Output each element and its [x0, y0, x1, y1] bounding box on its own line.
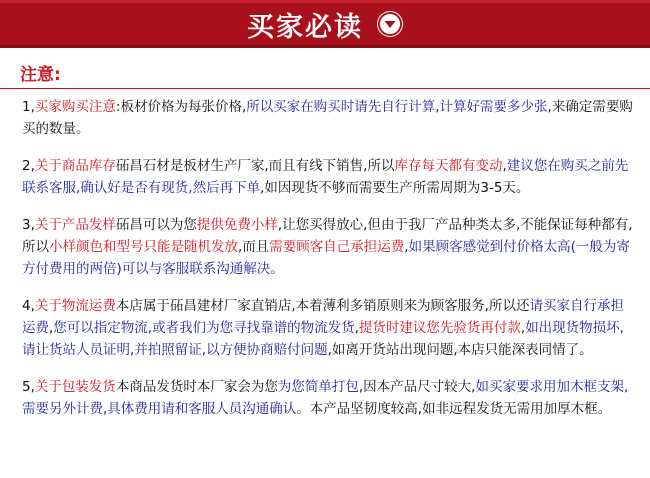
notice-text-segment: 关于商品库存 — [34, 158, 116, 174]
notice-text-segment: , — [520, 320, 526, 336]
notice-text-segment: ,如因现货不够而需要生产所需周期为3-5天。 — [260, 180, 530, 196]
notice-text-segment: 买家购买注意 — [34, 99, 116, 115]
notice-text-segment: 3, — [22, 217, 35, 233]
notice-text-segment: 砳昌可以为您 — [115, 217, 197, 233]
notice-text-segment: ,来确定需要购买的数量。 — [22, 99, 633, 137]
notice-text-segment: 如果顾客感觉到付价格太高(一般为寄方付费用的两倍)可以与客服联系沟通解决 — [22, 239, 630, 277]
notice-text-segment: :板材价格为每张价格, — [115, 99, 247, 115]
notice-item-1 — [22, 96, 637, 140]
notice-text-segment: 。 — [270, 261, 284, 277]
notice-text-segment: 为您简单打包 — [277, 379, 359, 395]
notice-text-segment: 小样颜色和型号只能是随机发放 — [49, 239, 238, 255]
notice-text-segment: 提货时建议您先验货再付款 — [358, 320, 521, 336]
notice-text-segment: 如买家要求用加木框支架,需要另外计费,具体费用请和客服人员沟通确认 — [22, 379, 629, 417]
notice-text-segment: ,让您买得放心,但由于我厂产品种类太多,不能保证每种都有,所以 — [22, 217, 633, 255]
notice-list — [22, 96, 637, 435]
notice-text-segment: 。本产品坚韧度较高,如非远程发货无需用加厚木框。 — [296, 401, 612, 417]
notice-text-segment: 4, — [22, 298, 35, 314]
notice-item-3 — [22, 214, 637, 280]
notice-text-segment: 提供免费小样 — [196, 217, 278, 233]
notice-text-segment: ,如离开货站出现问题,本店只能深表同情了。 — [327, 342, 593, 358]
notice-text-segment: 本商品发货时本厂家会为您 — [115, 379, 278, 395]
notice-text-segment: 砳昌石材是板材生产厂家,而且有线下销售,所以 — [115, 158, 395, 174]
header-banner — [0, 0, 650, 48]
notice-text-segment: 1, — [22, 99, 35, 115]
notice-text-segment: , — [49, 320, 54, 336]
notice-text-segment: 如出现货物损坏,请让货站人员证明,并拍照留证,以方便协商赔付问题 — [22, 320, 624, 358]
notice-text-segment: 关于包装发货 — [34, 379, 116, 395]
notice-item-4 — [22, 295, 637, 361]
notice-text-segment: 您可以指定物流,或者我们为您寻找靠谱的物流发货 — [53, 320, 355, 336]
notice-text-segment: , — [502, 158, 507, 174]
notice-text-segment: 关于物流运费 — [34, 298, 116, 314]
notice-text-segment: 需要顾客自己承担运费 — [269, 239, 405, 255]
notice-item-5 — [22, 376, 637, 420]
notice-text-segment: 2, — [22, 158, 35, 174]
notice-text-segment: 5, — [22, 379, 35, 395]
notice-item-2 — [22, 155, 637, 199]
page-title: 买家必读 — [247, 11, 363, 43]
notice-text-segment: ,而且 — [238, 239, 270, 255]
notice-text-segment: 关于产品发样 — [34, 217, 116, 233]
notice-text-segment: 请买家自行承担运费 — [22, 298, 624, 336]
notice-text-segment: ,因本产品尺寸较大, — [358, 379, 476, 395]
notice-text-segment: , — [404, 239, 409, 255]
note-heading: 注意: — [20, 65, 61, 85]
notice-text-segment: 库存每天都有变动 — [394, 158, 503, 174]
notice-text-segment: , — [354, 320, 359, 336]
notice-text-segment: 所以买家在购买时请先自行计算,计算好需要多少张 — [246, 99, 548, 115]
divider — [0, 88, 650, 89]
chevron-down-circle-icon — [377, 11, 403, 37]
notice-text-segment: 本店属于砳昌建材厂家直销店,本着薄利多销原则来为顾客服务,所以还 — [115, 298, 530, 314]
notice-text-segment: 建议您在购买之前先联系客服,确认好是否有现货,然后再下单 — [22, 158, 629, 196]
